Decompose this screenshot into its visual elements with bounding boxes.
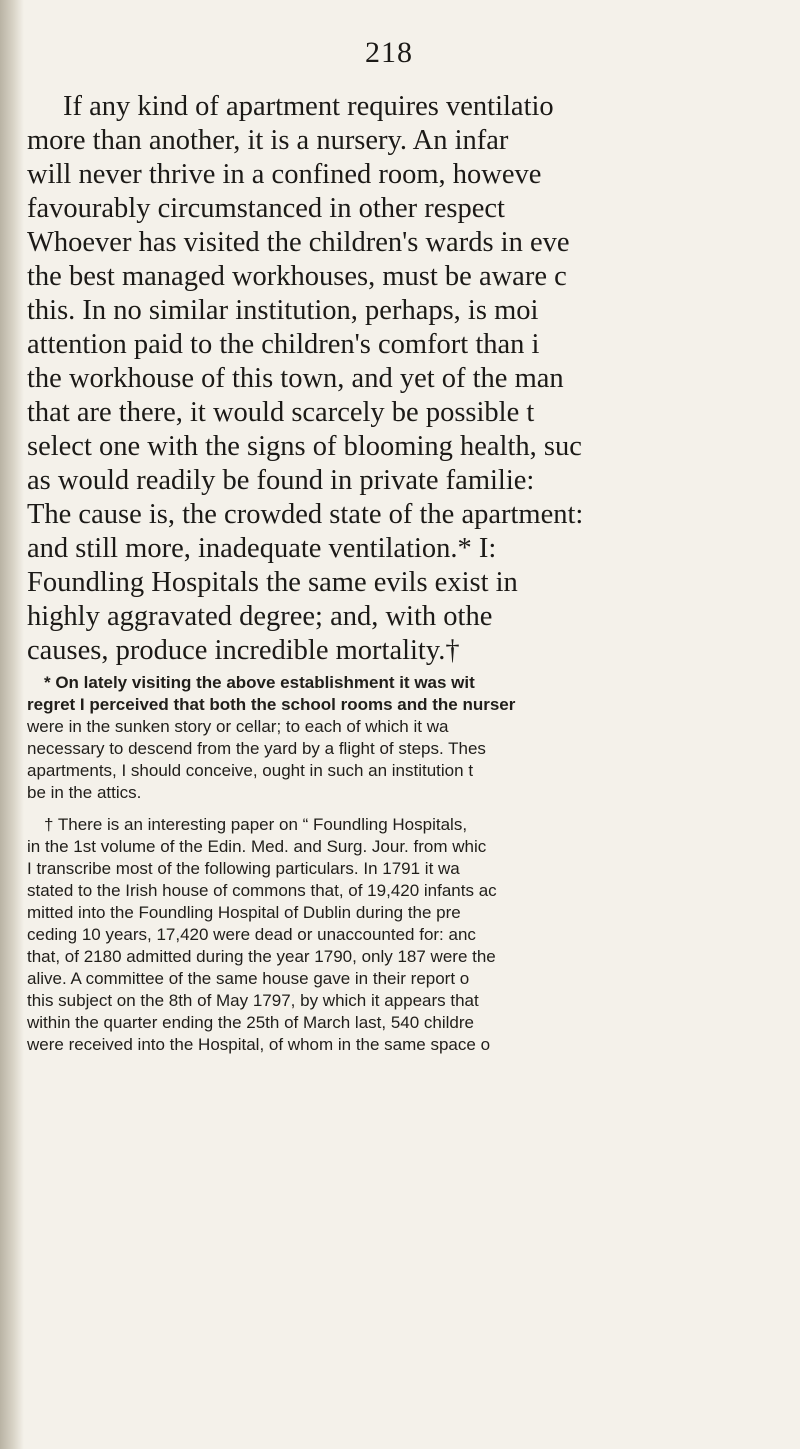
- footnote-2-line: this subject on the 8th of May 1797, by which it appears that: [27, 991, 479, 1010]
- paragraph-line: this. In no similar institution, perhaps, is moi: [27, 295, 539, 326]
- footnote-1-line: be in the attics.: [27, 783, 142, 802]
- footnote-2-line: I transcribe most of the following particulars. In 1791 it wa: [27, 859, 460, 878]
- footnote-2-line: were received into the Hospital, of whom in the same space o: [27, 1035, 491, 1054]
- paragraph-line: and still more, inadequate ventilation.* I:: [27, 533, 497, 564]
- paragraph-line: favourably circumstanced in other respect: [27, 193, 505, 224]
- footnote-2-line: in the 1st volume of the Edin. Med. and Surg. Jour. from whic: [27, 837, 487, 856]
- footnote-2-line: that, of 2180 admitted during the year 1790, only 187 were the: [27, 947, 496, 966]
- paragraph-line: that are there, it would scarcely be possible t: [27, 397, 535, 428]
- paragraph-line: will never thrive in a confined room, howeve: [27, 159, 542, 190]
- paragraph-line: the best managed workhouses, must be aware c: [27, 261, 567, 292]
- footnote-2-line: † There is an interesting paper on “ Foundling Hospitals,: [44, 815, 468, 834]
- paragraph-line: the workhouse of this town, and yet of the man: [27, 363, 564, 394]
- paragraph-line: Whoever has visited the children's wards in eve: [27, 227, 570, 258]
- footnote-1-line: * On lately visiting the above establishment it was wit: [44, 673, 475, 692]
- footnote-2-line: within the quarter ending the 25th of March last, 540 childre: [27, 1013, 474, 1032]
- footnote-2-line: ceding 10 years, 17,420 were dead or unaccounted for: anc: [27, 925, 476, 944]
- page-number: 218: [365, 36, 413, 69]
- footnote-2-line: stated to the Irish house of commons that, of 19,420 infants ac: [27, 881, 497, 900]
- paragraph-line: If any kind of apartment requires ventilatio: [63, 91, 554, 122]
- footnote-1-line: necessary to descend from the yard by a flight of steps. Thes: [27, 739, 486, 758]
- paragraph-line: select one with the signs of blooming health, suc: [27, 431, 582, 462]
- paragraph-line: The cause is, the crowded state of the apartment:: [27, 499, 584, 530]
- footnote-1-line: apartments, I should conceive, ought in such an institution t: [27, 761, 474, 780]
- footnote-1-line: regret I perceived that both the school rooms and the nurser: [27, 695, 516, 714]
- paragraph-line: more than another, it is a nursery. An infar: [27, 125, 509, 156]
- footnote-2-line: alive. A committee of the same house gave in their report o: [27, 969, 470, 988]
- paragraph-line: attention paid to the children's comfort than i: [27, 329, 540, 360]
- page-gutter-shadow: [0, 0, 24, 1449]
- paragraph-line: causes, produce incredible mortality.†: [27, 635, 460, 666]
- footnote-1-line: were in the sunken story or cellar; to each of which it wa: [27, 717, 449, 736]
- footnote-2-line: mitted into the Foundling Hospital of Dublin during the pre: [27, 903, 461, 922]
- paragraph-line: Foundling Hospitals the same evils exist in: [27, 567, 518, 598]
- paragraph-line: highly aggravated degree; and, with othe: [27, 601, 493, 632]
- paragraph-line: as would readily be found in private familie:: [27, 465, 535, 496]
